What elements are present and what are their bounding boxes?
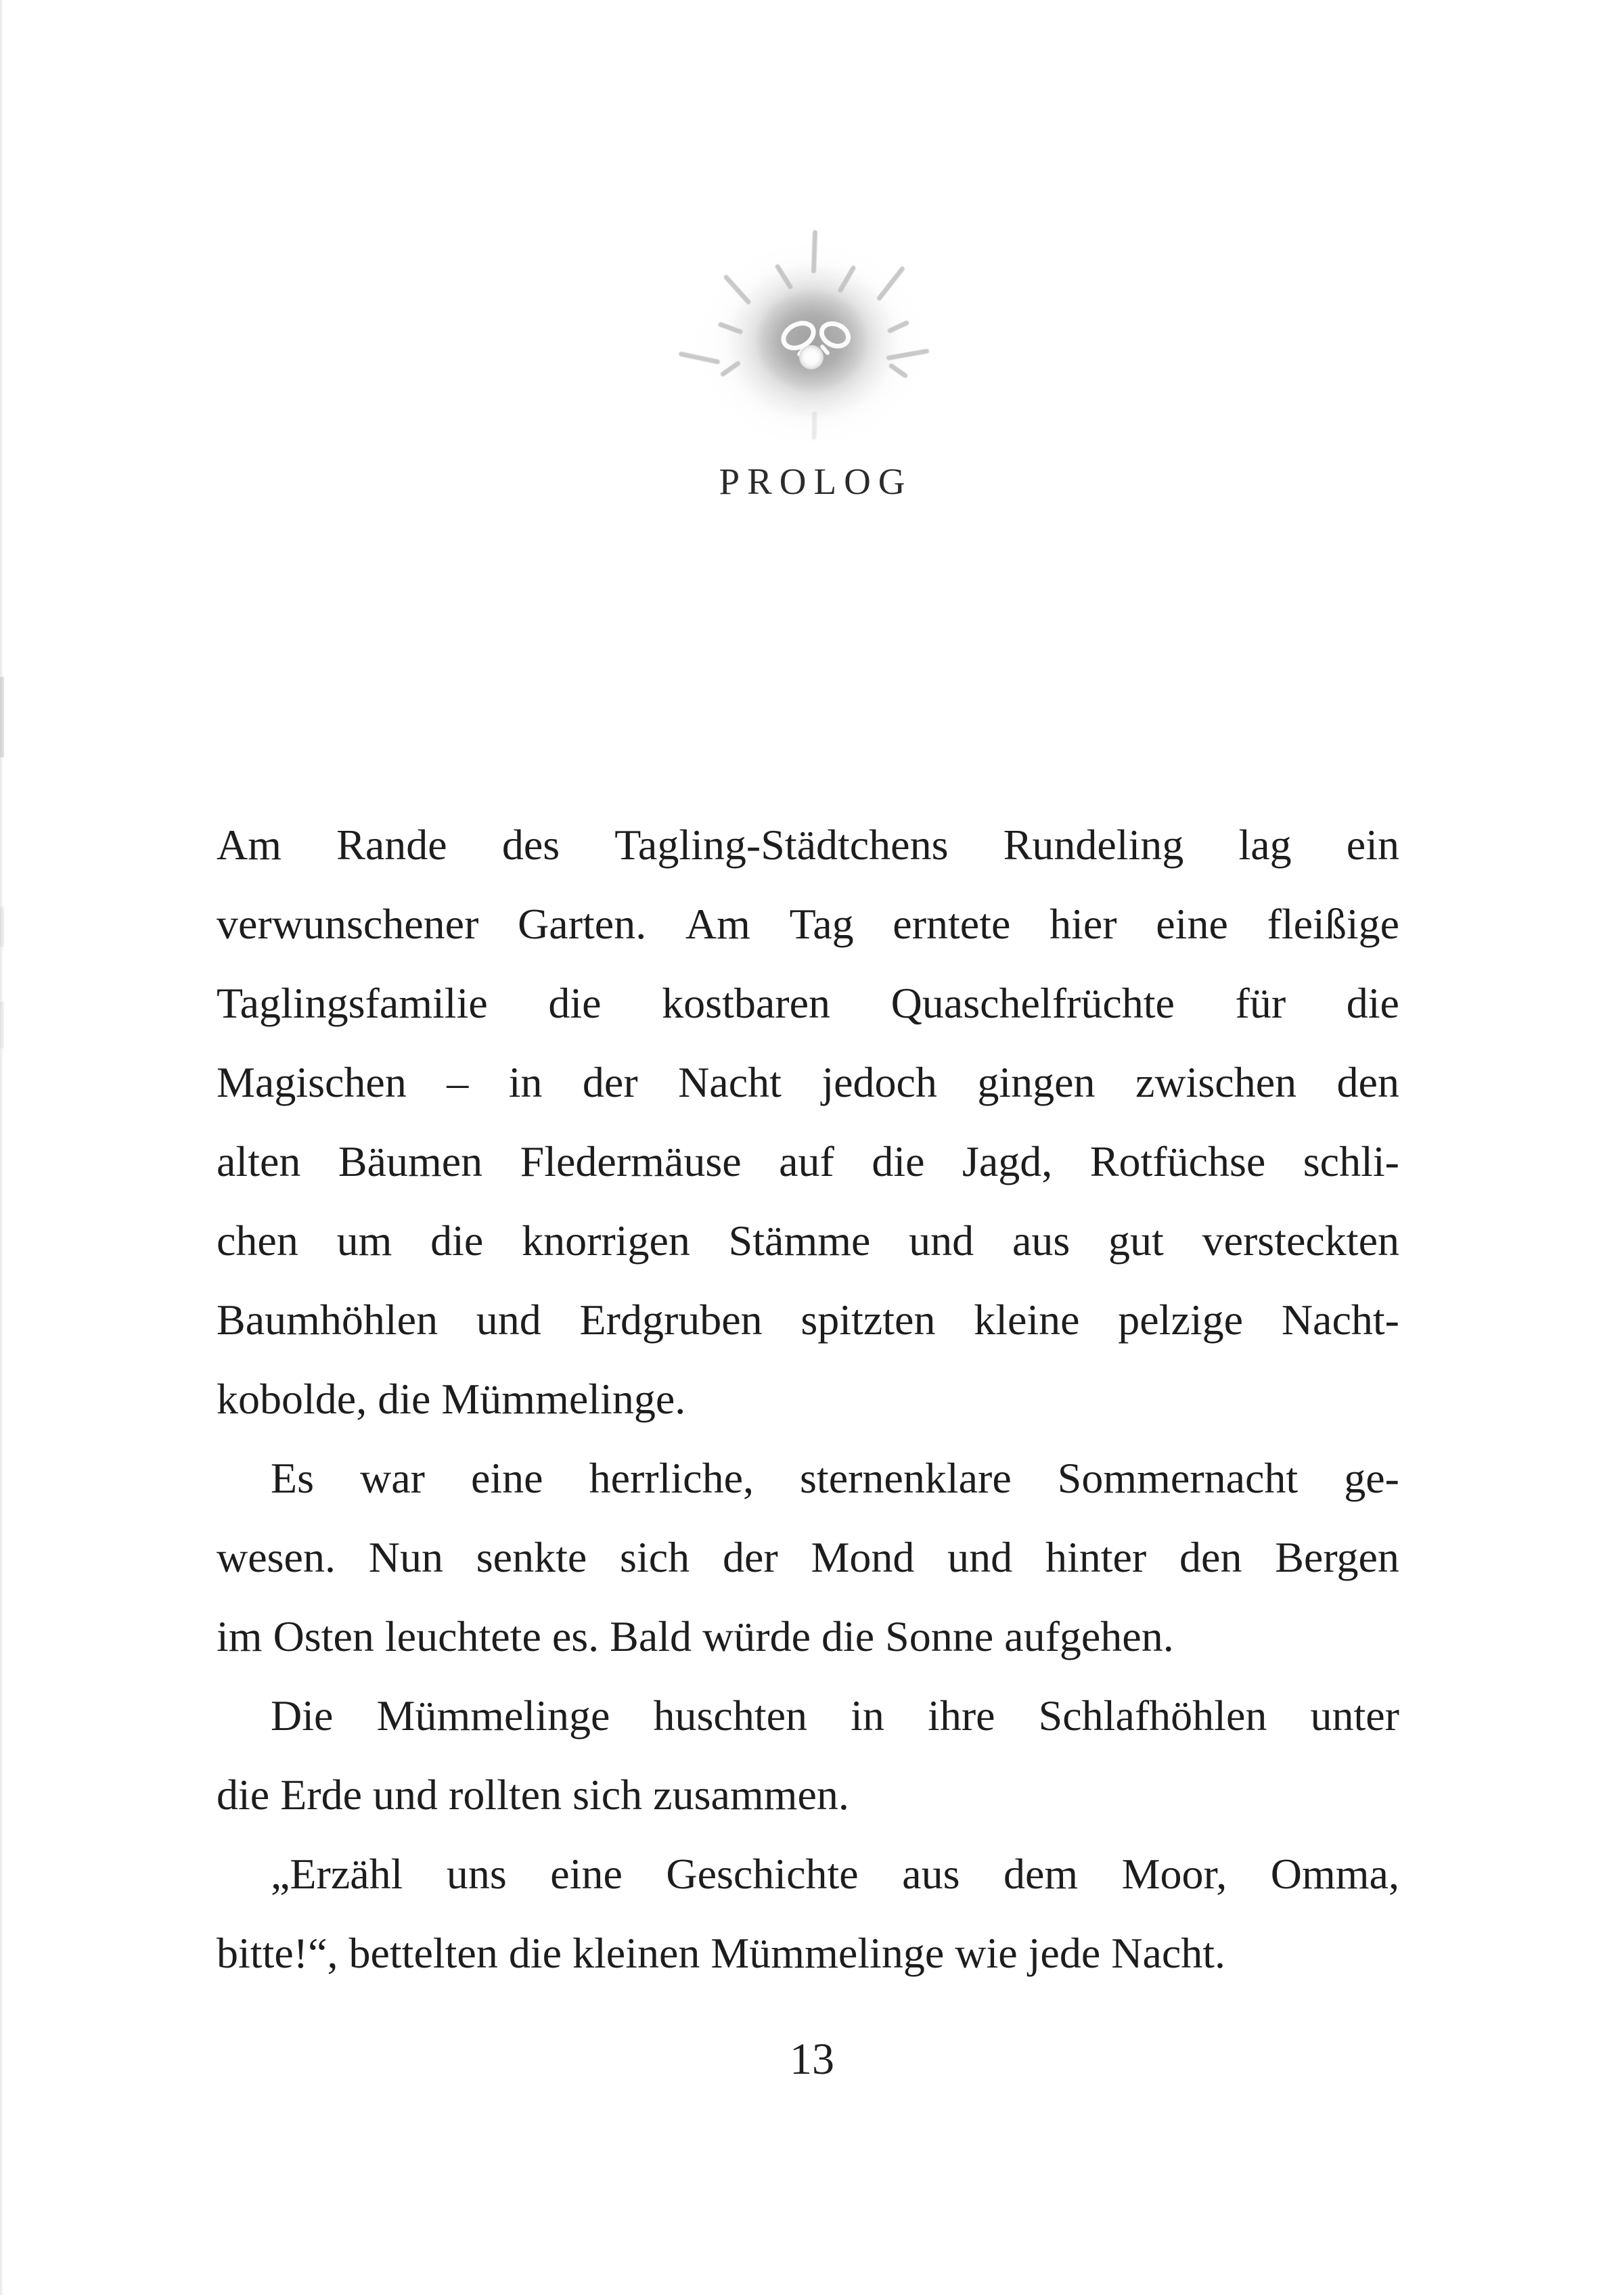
text-line: bitte!“, bettelten die kleinen Mümmelinge wie jede Nacht. [217,1929,1226,1977]
text-line: Am Rande des Tagling-Städtchens Rundeling lag ein [217,821,1399,869]
body-text [217,805,1399,1993]
text-line: die Erde und rollten sich zusammen. [217,1771,849,1819]
text-line: „Erzähl uns eine Geschichte aus dem Moor, Omma, [271,1850,1399,1898]
text-line: Die Mümmelinge huschten in ihre Schlafhöhlen unter [271,1691,1399,1740]
text-line: chen um die knorrigen Stämme und aus gut versteckten [217,1217,1399,1265]
text-line: kobolde, die Mümmelinge. [217,1375,686,1423]
text-line: Es war eine herrliche, sternenklare Sommernacht ge- [271,1454,1399,1502]
page-number: 13 [790,2035,834,2084]
glowing-mouse-illustration [690,223,947,480]
chapter-heading: PROLOG [719,461,913,502]
scan-smudge [0,1001,4,1049]
text-line: Baumhöhlen und Erdgruben spitzten kleine pelzige Nacht- [217,1296,1399,1344]
scan-smudge [0,677,4,758]
page-edge-shadow [0,0,5,2295]
glow-ray-icon [812,411,817,440]
text-line: wesen. Nun senkte sich der Mond und hinter den Bergen [217,1533,1399,1581]
text-line: verwunschener Garten. Am Tag erntete hier eine fleißige [217,900,1399,948]
mouse-nose-icon [799,345,824,369]
text-line: alten Bäumen Fledermäuse auf die Jagd, Rotfüchse schli- [217,1137,1399,1185]
text-line: Taglingsfamilie die kostbaren Quaschelfrüchte für die [217,979,1399,1027]
text-line: Magischen – in der Nacht jedoch gingen zwischen den [217,1058,1399,1106]
scan-smudge [0,907,4,947]
text-line: im Osten leuchtete es. Bald würde die Sonne aufgehen. [217,1612,1174,1660]
